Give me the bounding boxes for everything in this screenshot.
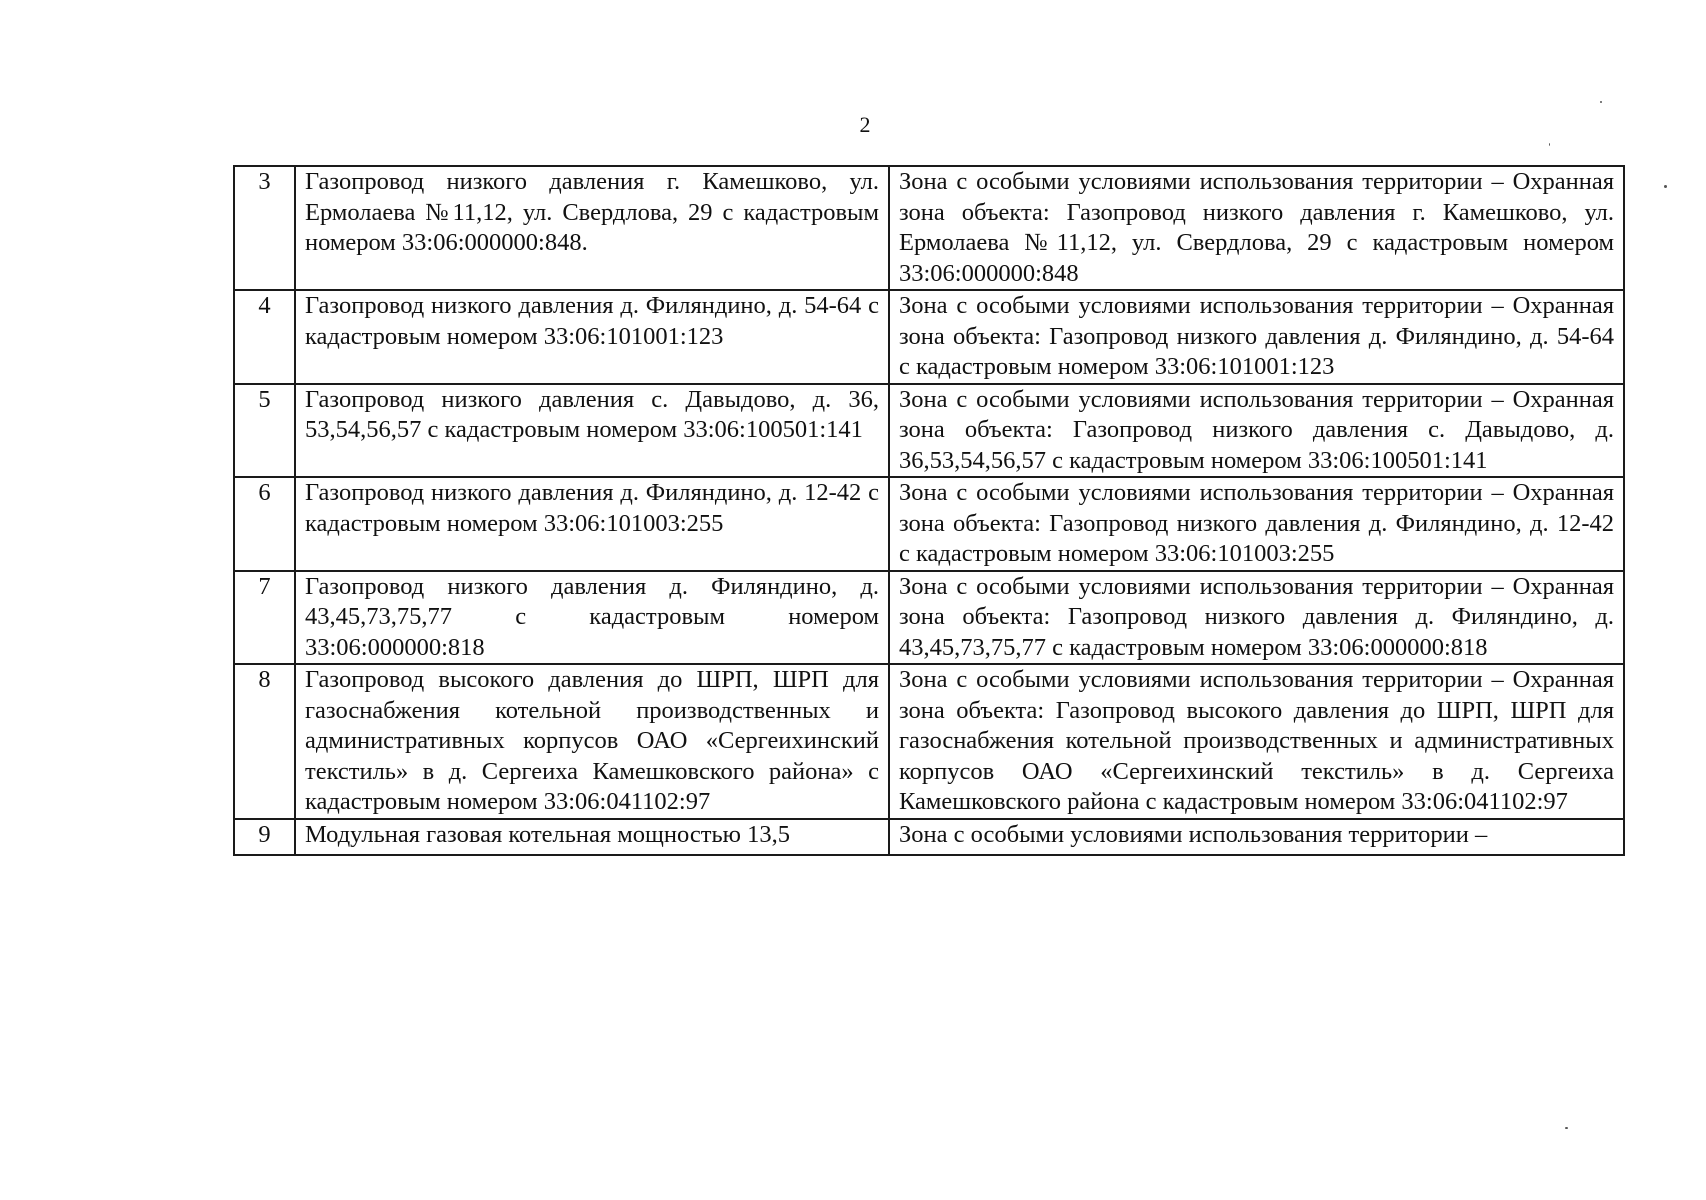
row-number (234, 819, 295, 855)
table-row (234, 664, 1624, 819)
object-description: Газопровод низкого давления с. Давыдово, д. 36, 53,54,56,57 с кадастровым номером 33:06:100501:141 (295, 384, 889, 478)
row-number: 4 (234, 290, 295, 384)
row-number: 6 (234, 477, 295, 571)
object-description-text: Модульная газовая котельная мощностью 13,5 (305, 820, 790, 848)
zone-description: Зона с особыми условиями использования территории – Охранная зона объекта: Газопровод низкого давления д. Филяндино, д. 12-42 с кадастровым номером 33:06:101003:255 (889, 477, 1624, 571)
table-row (234, 290, 1624, 384)
page-number: 2 (859, 112, 871, 137)
object-description (295, 819, 889, 855)
table-row (234, 819, 1624, 855)
scan-speck (1664, 185, 1667, 188)
object-description: Газопровод низкого давления д. Филяндино, д. 12-42 с кадастровым номером 33:06:101003:255 (295, 477, 889, 571)
zones-table (233, 165, 1625, 856)
row-number: 5 (234, 384, 295, 478)
zone-description: Зона с особыми условиями использования территории – Охранная зона объекта: Газопровод низкого давления д. Филяндино, д. 43,45,73,75,77 с кадастровым номером 33:06:000000:818 (889, 571, 1624, 665)
row-number: 8 (234, 664, 295, 819)
scan-speck (1549, 143, 1550, 146)
zone-description: Зона с особыми условиями использования территории – Охранная зона объекта: Газопровод высокого давления до ШРП, ШРП для газоснабжения котельной производственных и административных корпусов ОАО «Сергеихинский текстиль» в д. Сергеиха Камешковского района с кадастровым номером 33:06:041102:97 (889, 664, 1624, 819)
zone-description: Зона с особыми условиями использования территории – Охранная зона объекта: Газопровод низкого давления г. Камешково, ул. Ермолаева №11,12, ул. Свердлова, 29 с кадастровым номером 33:06:000000:848 (889, 166, 1624, 290)
scan-speck (1565, 1127, 1568, 1129)
zone-description: Зона с особыми условиями использования территории – Охранная зона объекта: Газопровод низкого давления д. Филяндино, д. 54-64 с кадастровым номером 33:06:101001:123 (889, 290, 1624, 384)
table-row (234, 477, 1624, 571)
row-number: 7 (234, 571, 295, 665)
table-row (234, 384, 1624, 478)
object-description: Газопровод низкого давления г. Камешково, ул. Ермолаева №11,12, ул. Свердлова, 29 с кадастровым номером 33:06:000000:848. (295, 166, 889, 290)
row-number-text: 9 (258, 820, 271, 848)
table-row (234, 166, 1624, 290)
object-description: Газопровод высокого давления до ШРП, ШРП для газоснабжения котельной производственных и административных корпусов ОАО «Сергеихинский текстиль» в д. Сергеиха Камешковского района» с кадастровым номером 33:06:041102:97 (295, 664, 889, 819)
row-number: 3 (234, 166, 295, 290)
table-row (234, 571, 1624, 665)
object-description: Газопровод низкого давления д. Филяндино, д. 43,45,73,75,77 с кадастровым номером 33:06:000000:818 (295, 571, 889, 665)
scan-speck (1600, 101, 1602, 103)
object-description: Газопровод низкого давления д. Филяндино, д. 54-64 с кадастровым номером 33:06:101001:123 (295, 290, 889, 384)
zone-description: Зона с особыми условиями использования территории – Охранная зона объекта: Газопровод низкого давления с. Давыдово, д. 36,53,54,56,57 с кадастровым номером 33:06:100501:141 (889, 384, 1624, 478)
zone-description-text: Зона с особыми условиями использования территории – (899, 820, 1488, 848)
zone-description (889, 819, 1624, 855)
